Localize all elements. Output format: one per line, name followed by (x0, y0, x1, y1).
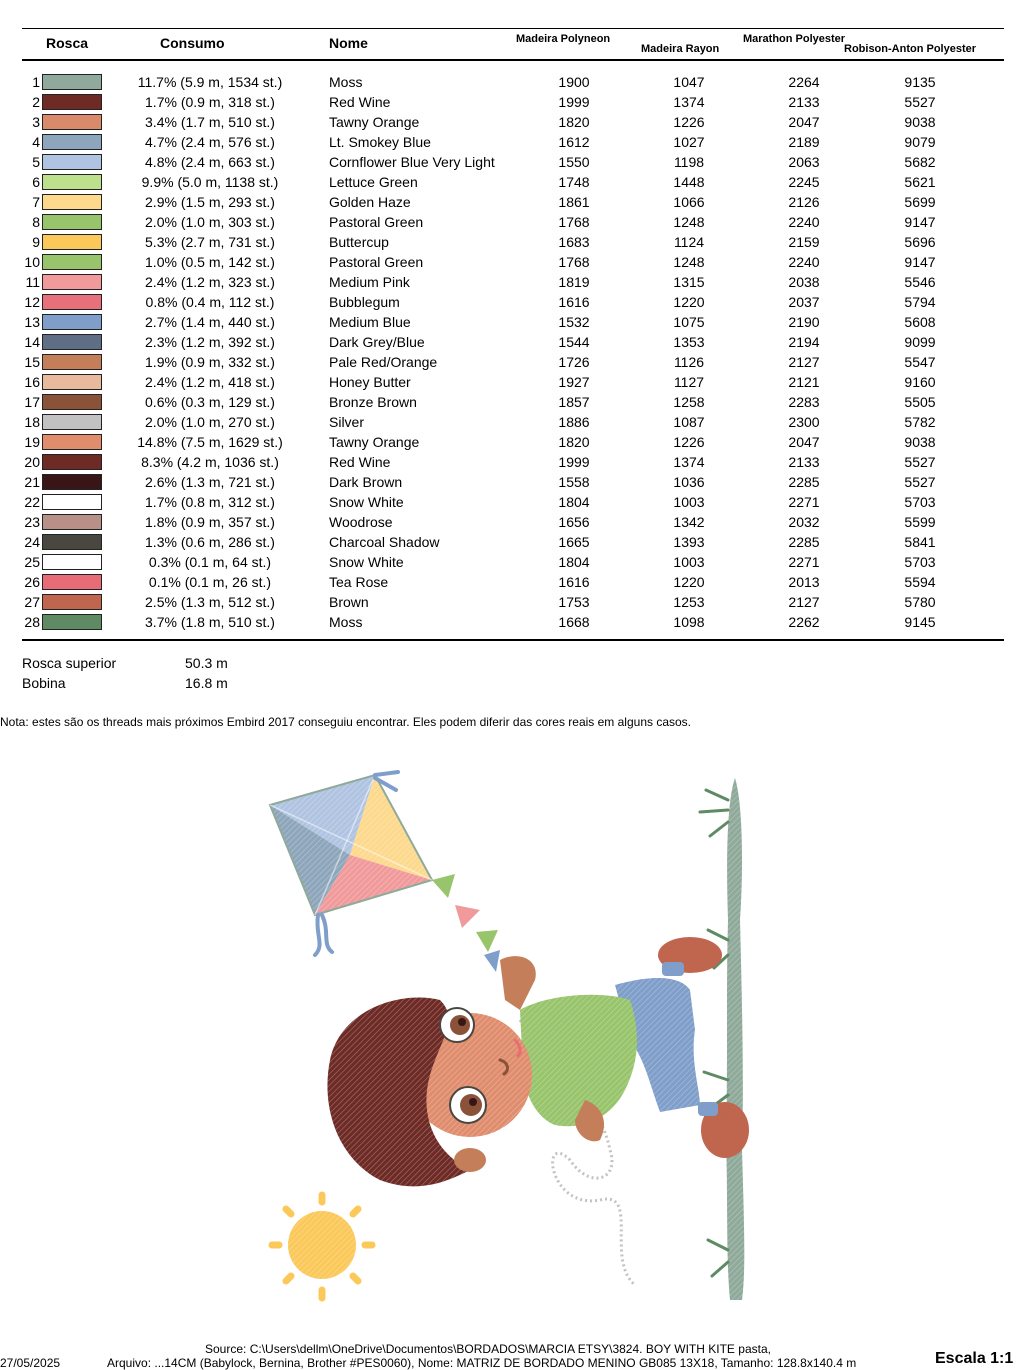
robison-anton-code: 5682 (904, 154, 936, 170)
madeira-polyneon-code: 1753 (558, 594, 590, 610)
thread-consumption: 2.6% (1.3 m, 721 st.) (145, 474, 275, 490)
madeira-polyneon-code: 1900 (558, 74, 590, 90)
thread-consumption: 1.0% (0.5 m, 142 st.) (145, 254, 275, 270)
madeira-rayon-code: 1226 (673, 434, 705, 450)
thread-number: 17 (24, 394, 40, 410)
thread-consumption: 2.7% (1.4 m, 440 st.) (145, 314, 275, 330)
table-row (0, 252, 1024, 272)
thread-consumption: 0.6% (0.3 m, 129 st.) (145, 394, 275, 410)
thread-number: 22 (24, 494, 40, 510)
thread-name: Pastoral Green (329, 254, 424, 270)
thread-name: Dark Grey/Blue (329, 334, 425, 350)
madeira-polyneon-code: 1665 (558, 534, 590, 550)
madeira-rayon-code: 1027 (673, 134, 705, 150)
thread-name: Golden Haze (329, 194, 411, 210)
madeira-rayon-code: 1047 (673, 74, 705, 90)
table-row (0, 472, 1024, 492)
footer-file: Arquivo: ...14CM (Babylock, Bernina, Brother #PES0060), Nome: MATRIZ DE BORDADO MENINO GB085 13X18, Tamanho: 128.8x140.4 m (107, 1356, 857, 1370)
madeira-polyneon-code: 1999 (558, 454, 590, 470)
robison-anton-code: 5599 (904, 514, 936, 530)
robison-anton-code: 5794 (904, 294, 936, 310)
madeira-rayon-code: 1374 (673, 94, 705, 110)
thread-name: Dark Brown (329, 474, 403, 490)
table-row (0, 212, 1024, 232)
thread-consumption: 2.0% (1.0 m, 303 st.) (145, 214, 275, 230)
thread-number: 19 (24, 434, 40, 450)
marathon-polyester-code: 2047 (788, 434, 820, 450)
thread-consumption: 5.3% (2.7 m, 731 st.) (145, 234, 275, 250)
thread-number: 16 (24, 374, 40, 390)
madeira-polyneon-code: 1616 (558, 574, 590, 590)
marathon-polyester-code: 2121 (788, 374, 820, 390)
madeira-rayon-code: 1248 (673, 254, 705, 270)
marathon-polyester-code: 2300 (788, 414, 820, 430)
header-rosca: Rosca (46, 35, 89, 51)
marathon-polyester-code: 2127 (788, 354, 820, 370)
robison-anton-code: 9038 (904, 114, 936, 130)
header-marathon-polyester: Marathon Polyester (743, 33, 846, 45)
thread-name: Charcoal Shadow (329, 534, 440, 550)
madeira-polyneon-code: 1768 (558, 254, 590, 270)
thread-number: 24 (24, 534, 40, 550)
table-row (0, 572, 1024, 592)
madeira-rayon-code: 1087 (673, 414, 705, 430)
thread-name: Silver (329, 414, 365, 430)
thread-number: 2 (32, 94, 40, 110)
thread-consumption: 1.7% (0.8 m, 312 st.) (145, 494, 275, 510)
thread-number: 12 (24, 294, 40, 310)
robison-anton-code: 9079 (904, 134, 936, 150)
table-row (0, 192, 1024, 212)
table-row (0, 352, 1024, 372)
robison-anton-code: 5780 (904, 594, 936, 610)
thread-number: 4 (32, 134, 40, 150)
thread-consumption: 11.7% (5.9 m, 1534 st.) (137, 74, 283, 90)
table-row (0, 432, 1024, 452)
thread-consumption: 4.8% (2.4 m, 663 st.) (145, 154, 275, 170)
marathon-polyester-code: 2133 (788, 454, 820, 470)
robison-anton-code: 5621 (904, 174, 936, 190)
table-row (0, 492, 1024, 512)
robison-anton-code: 5527 (904, 454, 936, 470)
thread-consumption: 0.8% (0.4 m, 112 st.) (145, 294, 275, 310)
table-row (0, 512, 1024, 532)
thread-number: 28 (24, 614, 40, 630)
kite-icon (270, 772, 500, 972)
thread-name: Pale Red/Orange (329, 354, 438, 370)
grass-icon (700, 778, 744, 1300)
robison-anton-code: 9160 (904, 374, 936, 390)
footer-date: 27/05/2025 (0, 1356, 61, 1370)
madeira-rayon-code: 1126 (673, 354, 705, 370)
robison-anton-code: 9147 (904, 254, 936, 270)
thread-consumption: 0.3% (0.1 m, 64 st.) (148, 554, 272, 570)
madeira-rayon-code: 1315 (673, 274, 705, 290)
madeira-polyneon-code: 1819 (558, 274, 590, 290)
thread-number: 25 (24, 554, 40, 570)
madeira-rayon-code: 1098 (673, 614, 705, 630)
marathon-polyester-code: 2271 (788, 554, 820, 570)
thread-name: Tea Rose (329, 574, 389, 590)
table-row (0, 452, 1024, 472)
thread-name: Tawny Orange (329, 434, 420, 450)
thread-name: Brown (329, 594, 369, 610)
table-row (0, 592, 1024, 612)
madeira-rayon-code: 1393 (673, 534, 705, 550)
table-row (0, 152, 1024, 172)
thread-number: 9 (32, 234, 40, 250)
madeira-polyneon-code: 1804 (558, 494, 590, 510)
table-bottom-rule (22, 639, 1004, 641)
marathon-polyester-code: 2126 (788, 194, 820, 210)
madeira-rayon-code: 1036 (673, 474, 705, 490)
sun-icon (272, 1195, 372, 1298)
thread-number: 10 (24, 254, 40, 270)
madeira-polyneon-code: 1861 (558, 194, 590, 210)
thread-name: Medium Pink (329, 274, 410, 290)
thread-consumption: 1.8% (0.9 m, 357 st.) (145, 514, 275, 530)
header-robison-anton: Robison-Anton Polyester (844, 43, 977, 55)
thread-number: 13 (24, 314, 40, 330)
table-row (0, 72, 1024, 92)
thread-consumption: 2.3% (1.2 m, 392 st.) (145, 334, 275, 350)
robison-anton-code: 5527 (904, 474, 936, 490)
thread-consumption: 1.7% (0.9 m, 318 st.) (145, 94, 275, 110)
thread-consumption: 1.9% (0.9 m, 332 st.) (145, 354, 275, 370)
madeira-rayon-code: 1124 (673, 234, 705, 250)
header-nome: Nome (329, 35, 368, 51)
table-row (0, 552, 1024, 572)
thread-number: 1 (32, 74, 40, 90)
madeira-rayon-code: 1374 (673, 454, 705, 470)
marathon-polyester-code: 2159 (788, 234, 820, 250)
thread-name: Bronze Brown (329, 394, 417, 410)
madeira-rayon-code: 1253 (673, 594, 705, 610)
madeira-polyneon-code: 1683 (558, 234, 590, 250)
thread-name: Buttercup (329, 234, 389, 250)
marathon-polyester-code: 2032 (788, 514, 820, 530)
madeira-polyneon-code: 1616 (558, 294, 590, 310)
madeira-polyneon-code: 1927 (558, 374, 590, 390)
marathon-polyester-code: 2240 (788, 254, 820, 270)
thread-name: Lettuce Green (329, 174, 418, 190)
robison-anton-code: 9038 (904, 434, 936, 450)
madeira-rayon-code: 1248 (673, 214, 705, 230)
robison-anton-code: 9099 (904, 334, 936, 350)
thread-name: Bubblegum (329, 294, 400, 310)
thread-consumption: 4.7% (2.4 m, 576 st.) (145, 134, 275, 150)
thread-name: Snow White (329, 554, 404, 570)
madeira-rayon-code: 1198 (673, 154, 705, 170)
robison-anton-code: 5527 (904, 94, 936, 110)
madeira-polyneon-code: 1612 (558, 134, 590, 150)
madeira-polyneon-code: 1999 (558, 94, 590, 110)
header-consumo: Consumo (160, 35, 225, 51)
marathon-polyester-code: 2013 (788, 574, 820, 590)
table-row (0, 132, 1024, 152)
madeira-rayon-code: 1220 (673, 294, 705, 310)
thread-number: 14 (24, 334, 40, 350)
thread-name: Tawny Orange (329, 114, 420, 130)
table-row (0, 292, 1024, 312)
header-madeira-rayon: Madeira Rayon (641, 43, 720, 55)
thread-number: 18 (24, 414, 40, 430)
thread-consumption: 1.3% (0.6 m, 286 st.) (145, 534, 275, 550)
robison-anton-code: 5782 (904, 414, 936, 430)
thread-name: Lt. Smokey Blue (329, 134, 431, 150)
thread-name: Woodrose (329, 514, 393, 530)
footer-scale: Escala 1:1 (935, 1350, 1014, 1367)
madeira-polyneon-code: 1886 (558, 414, 590, 430)
madeira-polyneon-code: 1820 (558, 434, 590, 450)
thread-number: 21 (24, 474, 40, 490)
madeira-polyneon-code: 1857 (558, 394, 590, 410)
marathon-polyester-code: 2038 (788, 274, 820, 290)
madeira-polyneon-code: 1558 (558, 474, 590, 490)
thread-name: Honey Butter (329, 374, 411, 390)
thread-consumption: 9.9% (5.0 m, 1138 st.) (141, 174, 279, 190)
table-row (0, 392, 1024, 412)
thread-consumption: 2.5% (1.3 m, 512 st.) (145, 594, 275, 610)
madeira-polyneon-code: 1544 (558, 334, 590, 350)
madeira-rayon-code: 1003 (673, 494, 705, 510)
thread-name: Red Wine (329, 454, 391, 470)
thread-number: 26 (24, 574, 40, 590)
thread-name: Moss (329, 74, 363, 90)
madeira-rayon-code: 1258 (673, 394, 705, 410)
robison-anton-code: 9147 (904, 214, 936, 230)
robison-anton-code: 5696 (904, 234, 936, 250)
thread-number: 15 (24, 354, 40, 370)
marathon-polyester-code: 2245 (788, 174, 820, 190)
madeira-rayon-code: 1353 (673, 334, 705, 350)
marathon-polyester-code: 2285 (788, 474, 820, 490)
thread-number: 8 (32, 214, 40, 230)
summary-top-value: 50.3 m (185, 655, 228, 671)
thread-note: Nota: estes são os threads mais próximos Embird 2017 conseguiu encontrar. Eles podem diferir das cores reais em alguns casos. (0, 715, 692, 729)
summary-bobbin-value: 16.8 m (185, 675, 228, 691)
robison-anton-code: 5547 (904, 354, 936, 370)
robison-anton-code: 5703 (904, 554, 936, 570)
thread-name: Medium Blue (329, 314, 411, 330)
summary-bobbin-label: Bobina (22, 675, 66, 691)
thread-number: 6 (32, 174, 40, 190)
thread-number: 11 (25, 274, 40, 290)
madeira-polyneon-code: 1748 (558, 174, 590, 190)
robison-anton-code: 5594 (904, 574, 936, 590)
madeira-rayon-code: 1075 (673, 314, 705, 330)
robison-anton-code: 5608 (904, 314, 936, 330)
madeira-polyneon-code: 1656 (558, 514, 590, 530)
marathon-polyester-code: 2240 (788, 214, 820, 230)
marathon-polyester-code: 2194 (788, 334, 820, 350)
madeira-polyneon-code: 1668 (558, 614, 590, 630)
thread-number: 27 (24, 594, 40, 610)
marathon-polyester-code: 2063 (788, 154, 820, 170)
table-row (0, 372, 1024, 392)
thread-consumption: 2.9% (1.5 m, 293 st.) (145, 194, 275, 210)
thread-consumption: 2.4% (1.2 m, 323 st.) (145, 274, 275, 290)
marathon-polyester-code: 2271 (788, 494, 820, 510)
thread-number: 7 (32, 194, 40, 210)
robison-anton-code: 5841 (904, 534, 936, 550)
header-top-rule (22, 28, 1004, 29)
table-row (0, 312, 1024, 332)
header-bottom-rule (22, 59, 1004, 61)
thread-name: Pastoral Green (329, 214, 424, 230)
marathon-polyester-code: 2264 (788, 74, 820, 90)
marathon-polyester-code: 2133 (788, 94, 820, 110)
summary-top-label: Rosca superior (22, 655, 117, 671)
table-row (0, 612, 1024, 632)
marathon-polyester-code: 2037 (788, 294, 820, 310)
madeira-polyneon-code: 1550 (558, 154, 590, 170)
table-row (0, 112, 1024, 132)
marathon-polyester-code: 2047 (788, 114, 820, 130)
madeira-polyneon-code: 1820 (558, 114, 590, 130)
thread-consumption: 0.1% (0.1 m, 26 st.) (148, 574, 272, 590)
marathon-polyester-code: 2283 (788, 394, 820, 410)
table-row (0, 272, 1024, 292)
robison-anton-code: 9145 (904, 614, 936, 630)
madeira-rayon-code: 1066 (673, 194, 705, 210)
madeira-rayon-code: 1342 (673, 514, 705, 530)
thread-number: 23 (24, 514, 40, 530)
robison-anton-code: 5703 (904, 494, 936, 510)
robison-anton-code: 5505 (904, 394, 936, 410)
madeira-polyneon-code: 1768 (558, 214, 590, 230)
thread-name: Moss (329, 614, 363, 630)
madeira-rayon-code: 1226 (673, 114, 705, 130)
robison-anton-code: 5699 (904, 194, 936, 210)
marathon-polyester-code: 2285 (788, 534, 820, 550)
marathon-polyester-code: 2127 (788, 594, 820, 610)
thread-number: 5 (32, 154, 40, 170)
madeira-rayon-code: 1003 (673, 554, 705, 570)
thread-number: 20 (24, 454, 40, 470)
madeira-rayon-code: 1127 (673, 374, 705, 390)
table-row (0, 532, 1024, 552)
embroidery-illustration (240, 760, 780, 1320)
madeira-rayon-code: 1220 (673, 574, 705, 590)
thread-consumption: 3.4% (1.7 m, 510 st.) (145, 114, 275, 130)
thread-number: 3 (32, 114, 40, 130)
boy-figure (327, 937, 749, 1186)
robison-anton-code: 9135 (904, 74, 936, 90)
footer-source: Source: C:\Users\dellm\OneDrive\Documentos\BORDADOS\MARCIA ETSY\3824. BOY WITH KITE pasta, (205, 1342, 771, 1356)
table-row (0, 172, 1024, 192)
thread-name: Snow White (329, 494, 404, 510)
table-row (0, 92, 1024, 112)
robison-anton-code: 5546 (904, 274, 936, 290)
thread-name: Red Wine (329, 94, 391, 110)
header-madeira-polyneon: Madeira Polyneon (516, 33, 611, 45)
madeira-rayon-code: 1448 (673, 174, 705, 190)
madeira-polyneon-code: 1804 (558, 554, 590, 570)
marathon-polyester-code: 2190 (788, 314, 820, 330)
table-row (0, 332, 1024, 352)
table-row (0, 232, 1024, 252)
thread-name: Cornflower Blue Very Light (329, 154, 495, 170)
marathon-polyester-code: 2262 (788, 614, 820, 630)
marathon-polyester-code: 2189 (788, 134, 820, 150)
thread-consumption: 3.7% (1.8 m, 510 st.) (145, 614, 275, 630)
madeira-polyneon-code: 1532 (558, 314, 590, 330)
table-row (0, 412, 1024, 432)
madeira-polyneon-code: 1726 (558, 354, 590, 370)
thread-consumption: 14.8% (7.5 m, 1629 st.) (137, 434, 283, 450)
thread-consumption: 8.3% (4.2 m, 1036 st.) (141, 454, 279, 470)
thread-consumption: 2.4% (1.2 m, 418 st.) (145, 374, 275, 390)
thread-consumption: 2.0% (1.0 m, 270 st.) (145, 414, 275, 430)
